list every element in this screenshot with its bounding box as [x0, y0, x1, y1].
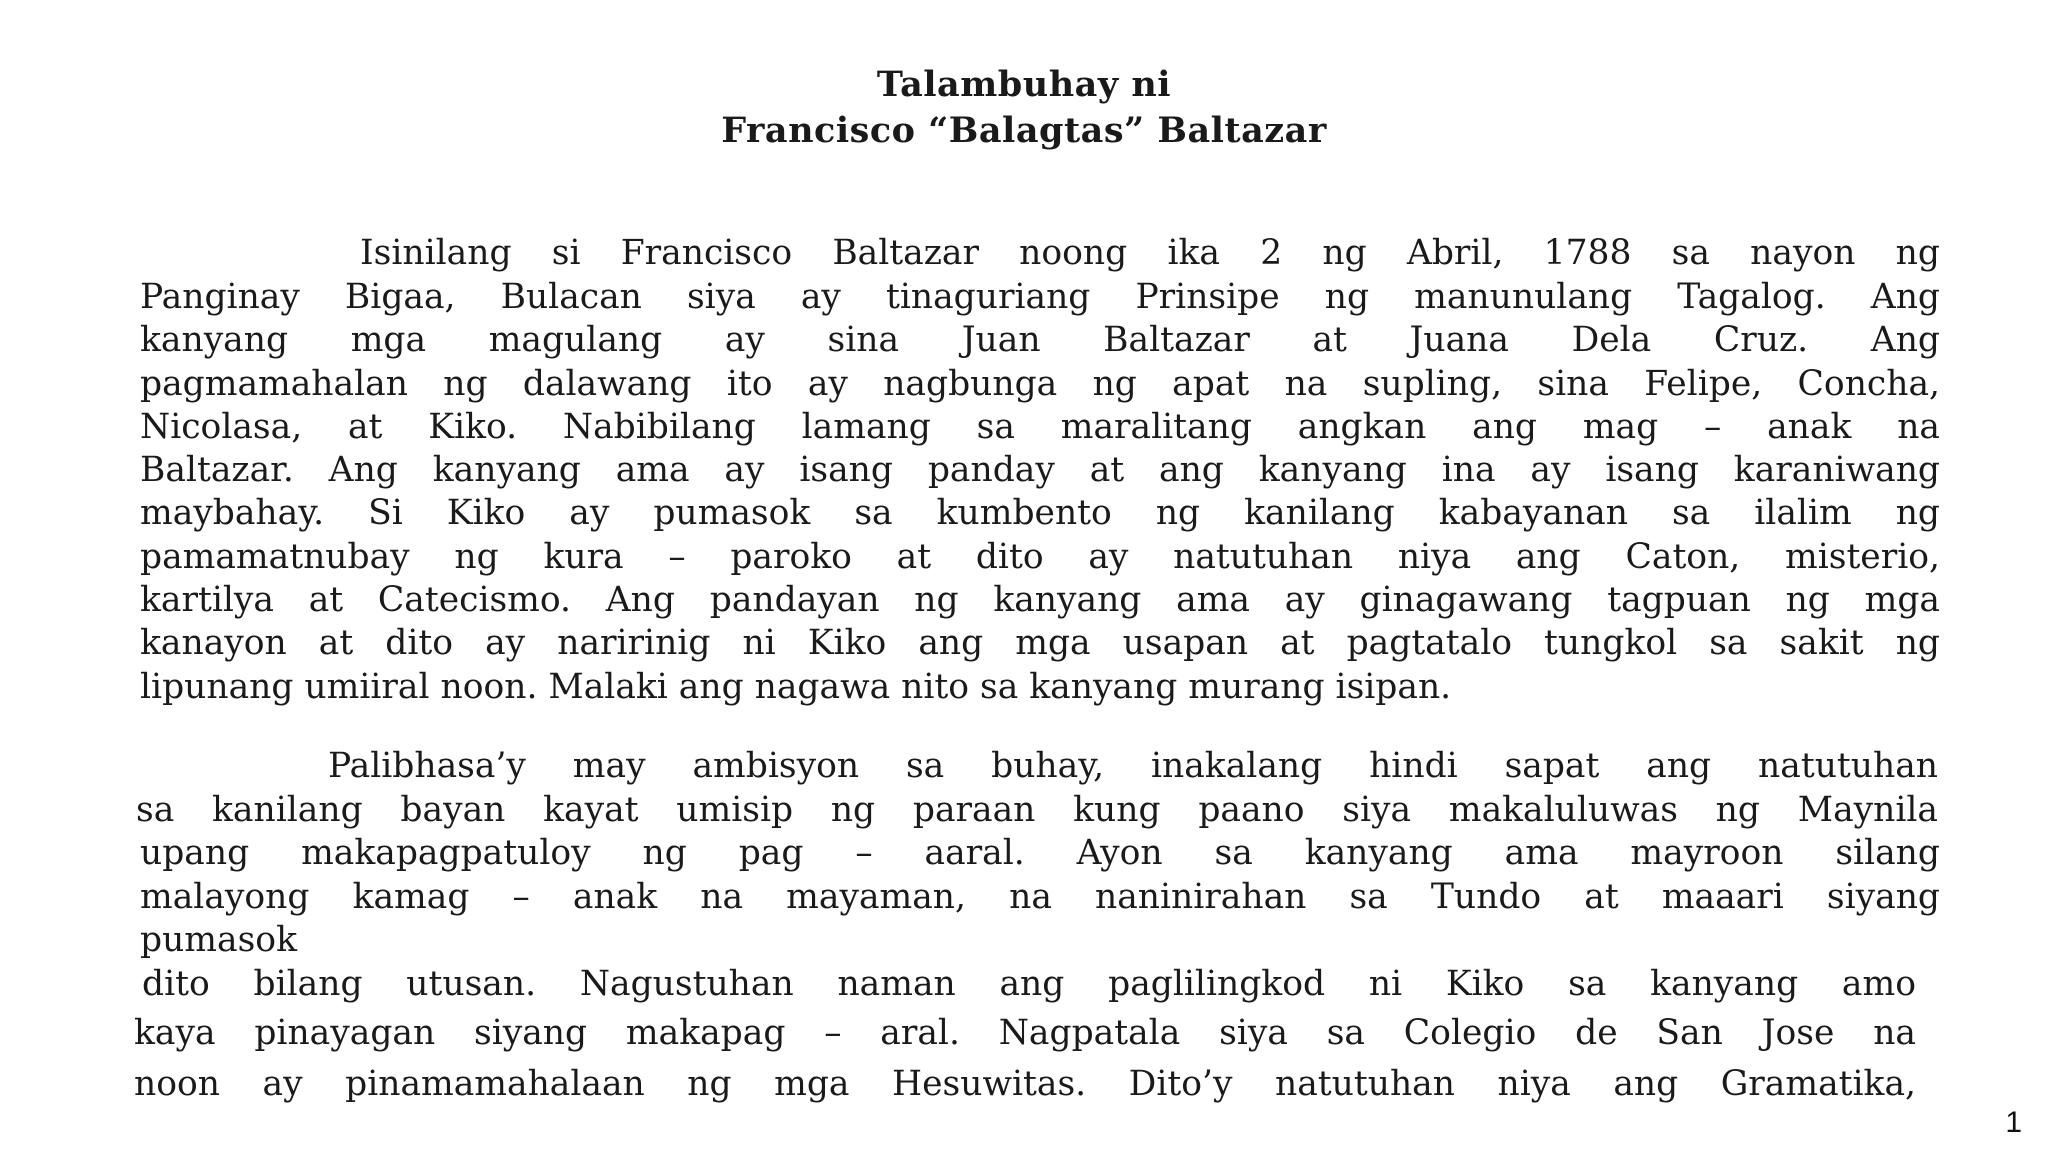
paragraph-1-line: Baltazar. Ang kanyang ama ay isang panday at ang kanyang ina ay isang karaniwang	[140, 450, 1940, 490]
paragraph-2-line: kaya pinayagan siyang makapag – aral. Nagpatala siya sa Colegio de San Jose na	[134, 1013, 1916, 1053]
paragraph-2-line: Palibhasa’y may ambisyon sa buhay, inakalang hindi sapat ang natutuhan	[328, 746, 1938, 786]
paragraph-2-line: pumasok	[140, 920, 297, 960]
paragraph-2-line: dito bilang utusan. Nagustuhan naman ang paglilingkod ni Kiko sa kanyang amo	[142, 964, 1916, 1004]
paragraph-2-line: upang makapagpatuloy ng pag – aaral. Ayon sa kanyang ama mayroon silang	[140, 833, 1940, 873]
paragraph-1-line: Isinilang si Francisco Baltazar noong ika 2 ng Abril, 1788 sa nayon ng	[360, 233, 1940, 273]
title-line-1: Talambuhay ni	[876, 64, 1172, 105]
paragraph-1-line: pagmamahalan ng dalawang ito ay nagbunga ng apat na supling, sina Felipe, Concha,	[140, 364, 1940, 404]
paragraph-1-line: pamamatnubay ng kura – paroko at dito ay natutuhan niya ang Caton, misterio,	[140, 537, 1940, 577]
paragraph-1-line: Panginay Bigaa, Bulacan siya ay tinaguriang Prinsipe ng manunulang Tagalog. Ang	[140, 277, 1940, 317]
paragraph-1-line: lipunang umiiral noon. Malaki ang nagawa nito sa kanyang murang isipan.	[140, 667, 1452, 707]
paragraph-2-line: sa kanilang bayan kayat umisip ng paraan kung paano siya makaluluwas ng Maynila	[136, 790, 1938, 830]
page-number: 1	[2005, 1106, 2022, 1139]
paragraph-1-line: maybahay. Si Kiko ay pumasok sa kumbento ng kanilang kabayanan sa ilalim ng	[140, 493, 1940, 533]
paragraph-1-line: kanayon at dito ay naririnig ni Kiko ang mga usapan at pagtatalo tungkol sa sakit ng	[140, 623, 1940, 663]
title-line-2: Francisco “Balagtas” Baltazar	[721, 110, 1327, 151]
paragraph-1-line: kanyang mga magulang ay sina Juan Baltazar at Juana Dela Cruz. Ang	[140, 320, 1940, 360]
document-title	[0, 62, 2048, 154]
paragraph-2-line: malayong kamag – anak na mayaman, na naninirahan sa Tundo at maaari siyang	[140, 877, 1940, 917]
paragraph-1-line: Nicolasa, at Kiko. Nabibilang lamang sa maralitang angkan ang mag – anak na	[140, 407, 1940, 447]
paragraph-2-line: noon ay pinamamahalaan ng mga Hesuwitas. Dito’y natutuhan niya ang Gramatika,	[134, 1064, 1916, 1104]
paragraph-1-line: kartilya at Catecismo. Ang pandayan ng kanyang ama ay ginagawang tagpuan ng mga	[140, 580, 1940, 620]
